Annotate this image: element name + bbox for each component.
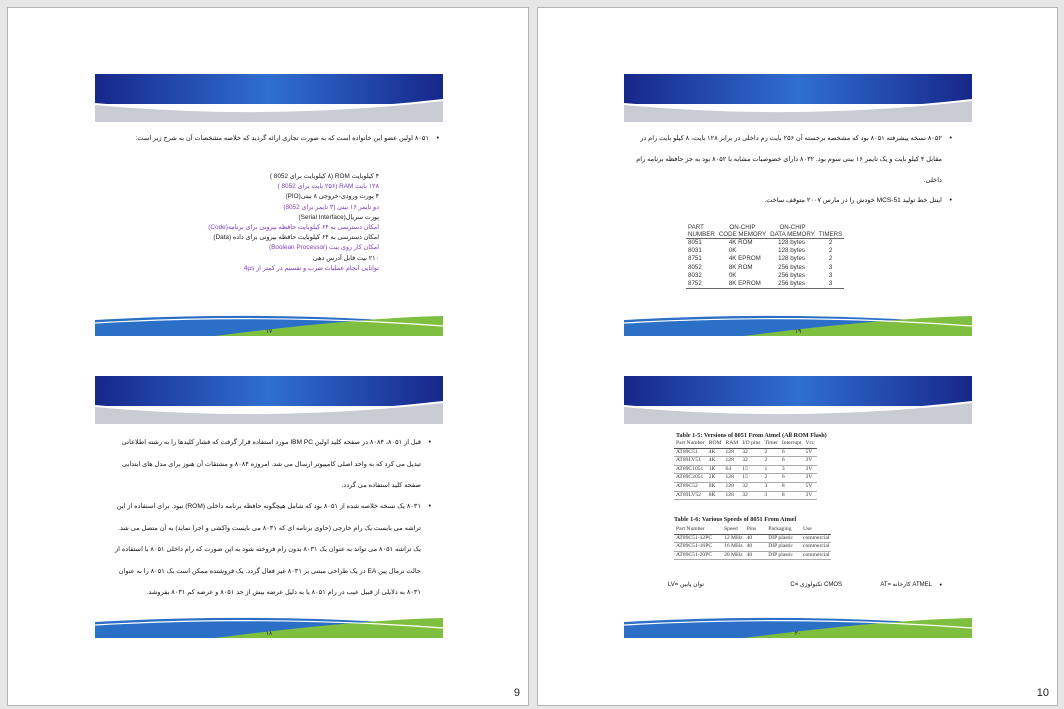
table-row: AT89C51-12PC 12 MHz 40 DIP plastic commercial xyxy=(674,534,831,543)
table-row: AT89C51-16PC 16 MHz 40 DIP plastic commercial xyxy=(674,543,831,552)
slide-header-band xyxy=(624,74,972,122)
table-row: 8752 8K EPROM 256 bytes 3 xyxy=(686,280,844,289)
table-row: AT89C2051 2K 128 15 2 6 3V xyxy=(674,474,817,483)
list-item: پورت سریال(Serial Interface) xyxy=(298,213,379,221)
paragraph-bullet: • ۸۰۳۱ یک نسخه خلاصه شده از ۸۰۵۱ بود که شامل هیچگونه حافظه برنامه داخلی (ROM) نبود. برای استفاده از این تراشه می بایست یک رام خارجی (حاوی برنامه ای که ۸۰۳۱ می بایست واکشی و اجرا نماید) به آن متصل می شد. یک تراشه ۸۰۵۱ می تواند به عنوان یک ۸۰۳۱ بدون رام فروخته شود به این صورت که رام داخلی ۸۰۵۱ با استفاده از حالت نرمال پین EA در یک طراحی مبتنی بر ۸۰۳۱ غیر فعال گردد. یک فروشنده ممکن است یک ۸۰۵۱ را به عنوان ۸۰۳۱ به دلایلی از قبیل عیب در رام ۸۰۵۱ یا به دلیل عرضه بیش از حد ۸۰۵۱ و عرضه کم ۸۰۳۱ بفروشد. xyxy=(111,496,421,604)
slide-number: ۱۸ xyxy=(265,631,273,637)
slide-20 xyxy=(624,376,972,638)
table-row: AT89C52 8K 128 32 3 8 5V xyxy=(674,482,817,491)
table-row: 8751 4K EPROM 128 bytes 2 xyxy=(688,255,833,263)
slide-header-band xyxy=(95,74,443,122)
paragraph-bullet: • ۸۰۵۲ نسخه پیشرفته ۸۰۵۱ بود که مشخصه برجسته آن ۲۵۶ بایت رم داخلی در برابر ۱۲۸ بایت، ۸ کیلو بایت رام در مقابل ۴ کیلو بایت و یک تایمر ۱۶ بیتی سوم بود. ۸۰۳۲ دارای خصوصیات مشابه با ۸۰۵۲ بود به جز حافظه برنامه رام داخلی. xyxy=(632,128,942,191)
list-item: ۴ پورت ورودی-خروجی ۸ بیتی(PIO) xyxy=(285,193,379,201)
table-caption: Table 1-5: Versions of 8051 From Atmel (All ROM Flash) xyxy=(676,432,827,439)
page-number: 10 xyxy=(1036,687,1049,699)
table-row: AT89LV51 4K 128 32 2 6 3V xyxy=(674,457,817,466)
document-page-left xyxy=(7,7,529,706)
paragraph-bullet: • اینتل خط تولید MCS-51 خودش را در مارس ۲۰۰۷ متوقف ساخت. xyxy=(632,194,942,207)
slide-header-band xyxy=(624,376,972,424)
slide-18 xyxy=(95,376,443,638)
slide-number: ۱۹ xyxy=(794,329,802,335)
atmel-speeds-table: Part Number Speed Pins Packaging Use AT89C51-12PC 12 MHz 40 DIP plastic commercial AT89C51-16PC 16 MHz 40 DIP plastic commercial AT89C51-20PC 20 MHz 40 DIP plastic commercial xyxy=(674,526,831,560)
slide-number: ۱۷ xyxy=(265,329,273,335)
slide-header-band xyxy=(95,376,443,424)
atmel-versions-table: Part Number ROM RAM I/O pins Timer Interrupt Vcc AT89C51 4K 128 32 2 6 5V AT89LV51 4K 128 32 2 6 3V AT89C1051 1K 64 15 1 3 3V AT89C2051 2K 128 15 2 6 3V AT89C52 8K 128 32 3 8 5V AT89LV52 8K 128 32 3 8 3V xyxy=(674,440,817,500)
list-item: ۱۲۸ بایت RAM (۲۵۶ بایت برای 8052 ) xyxy=(277,183,379,191)
document-page-right xyxy=(537,7,1058,706)
slide-number: ۲۰ xyxy=(794,631,802,637)
table-row: AT89C1051 1K 64 15 1 3 3V xyxy=(674,465,817,474)
feature-list xyxy=(119,172,379,274)
list-item: ۴ کیلوبایت ROM (۸ کیلوبایت برای 8052 ) xyxy=(269,173,379,180)
table-row: 8052 8K ROM 256 bytes 3 xyxy=(688,263,833,271)
memory-table: PART NUMBER ON-CHIP CODE MEMORY ON-CHIP DATA MEMORY TIMERS 8051 4K ROM 128 bytes 2 8031 0K 128 bytes 2 8751 4K EPROM 128 bytes 2 8052 8K ROM 256 bytes 3 8032 0K 256 bytes 3 8752 8K EPROM 256 bytes 3 xyxy=(688,224,843,288)
list-item: امکان کار روی بیت (Boolean Processor) xyxy=(269,244,379,252)
slide-17 xyxy=(95,74,443,336)
legend-lv: LV= توان پایین xyxy=(667,582,704,588)
table-row: AT89LV52 8K 128 32 3 8 3V xyxy=(674,491,817,500)
list-item: امکان دسترسی به ۶۴ کیلوبایت حافظه بیرونی برای برنامه(Code) xyxy=(208,224,379,232)
list-item: دو تایمر ۱۶ بیتی (۳ تایمر برای 8052) xyxy=(283,203,379,211)
table-row: 8032 0K 256 bytes 3 xyxy=(688,271,833,279)
list-item: امکان دسترسی به ۶۴ کیلوبایت حافظه بیرونی برای داده (Data) xyxy=(213,234,379,242)
list-item: ۲۱۰ بیت قابل آدرس دهی xyxy=(312,254,379,262)
table-row: 8051 4K ROM 128 bytes 2 xyxy=(688,239,833,246)
table-row: AT89C51-20PC 20 MHz 40 DIP plastic commercial xyxy=(674,551,831,560)
intro-bullet: • ۸۰۵۱ اولین عضو این خانواده است که به صورت تجاری ارائه گردید که خلاصه مشخصات آن به شرح زیر است: xyxy=(109,132,429,145)
table-row: 8031 0K 128 bytes 2 xyxy=(688,247,833,255)
legend-c: C= تکنولوژی CMOS xyxy=(790,582,842,588)
page-number: 9 xyxy=(513,687,520,699)
slide-19 xyxy=(624,74,972,336)
table-caption: Table 1-6: Various Speeds of 8051 From Atmel xyxy=(674,516,797,523)
legend-at: • AT= کارخانه ATMEL xyxy=(880,579,932,592)
paragraph-bullet: • قبل از ۸۰۵۱، ۸۰۸۴ در صفحه کلید اولین IBM PC مورد استفاده قرار گرفت که فشار کلیدها را به رشته اطلاعاتی تبدیل می کرد که به واحد اصلی کامپیوتر ارسال می شد. امروزه ۸۰۸۴ و مشتقات آن هنوز برای مدل های ابتدایی صفحه کلید استفاده می گردد. xyxy=(111,432,421,497)
list-item: توانایی انجام عملیات ضرب و تقسیم در کمتر از 4µs xyxy=(243,264,379,272)
table-row: AT89C51 4K 128 32 2 6 5V xyxy=(674,448,817,457)
